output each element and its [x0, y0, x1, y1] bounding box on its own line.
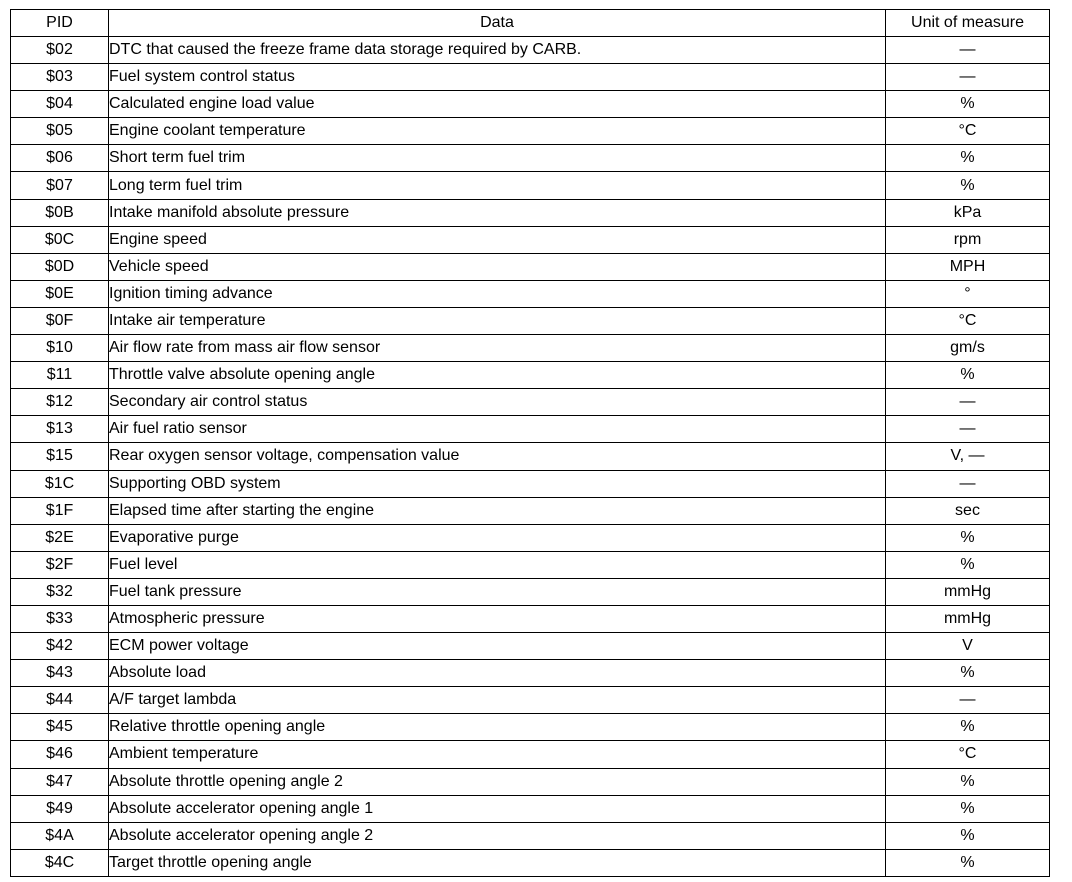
table-row	[11, 687, 1050, 714]
table-row	[11, 768, 1050, 795]
data-cell: Engine speed	[109, 226, 886, 253]
data-cell: ECM power voltage	[109, 633, 886, 660]
unit-cell: mmHg	[886, 578, 1050, 605]
table-row	[11, 199, 1050, 226]
data-cell: Absolute throttle opening angle 2	[109, 768, 886, 795]
table-row	[11, 741, 1050, 768]
data-cell: Intake manifold absolute pressure	[109, 199, 886, 226]
table-row	[11, 335, 1050, 362]
pid-cell: $49	[11, 795, 109, 822]
unit-cell: sec	[886, 497, 1050, 524]
unit-cell: MPH	[886, 253, 1050, 280]
pid-cell: $0B	[11, 199, 109, 226]
data-cell: Air fuel ratio sensor	[109, 416, 886, 443]
pid-cell: $43	[11, 660, 109, 687]
unit-cell: %	[886, 768, 1050, 795]
pid-cell: $13	[11, 416, 109, 443]
header-data: Data	[109, 10, 886, 37]
data-cell: Calculated engine load value	[109, 91, 886, 118]
table-row	[11, 714, 1050, 741]
unit-cell: %	[886, 660, 1050, 687]
table-row	[11, 551, 1050, 578]
pid-cell: $32	[11, 578, 109, 605]
table-row	[11, 307, 1050, 334]
pid-cell: $11	[11, 362, 109, 389]
unit-cell: %	[886, 822, 1050, 849]
data-cell: Target throttle opening angle	[109, 849, 886, 876]
unit-cell: °C	[886, 741, 1050, 768]
data-cell: Vehicle speed	[109, 253, 886, 280]
pid-cell: $0C	[11, 226, 109, 253]
unit-cell: —	[886, 470, 1050, 497]
pid-cell: $4A	[11, 822, 109, 849]
table-row	[11, 389, 1050, 416]
table-row	[11, 145, 1050, 172]
pid-cell: $45	[11, 714, 109, 741]
pid-cell: $06	[11, 145, 109, 172]
pid-table	[10, 9, 1050, 877]
data-cell: Engine coolant temperature	[109, 118, 886, 145]
table-body	[11, 37, 1050, 877]
table-row	[11, 470, 1050, 497]
table-row	[11, 172, 1050, 199]
pid-cell: $0E	[11, 280, 109, 307]
unit-cell: %	[886, 172, 1050, 199]
unit-cell: —	[886, 687, 1050, 714]
table-row	[11, 822, 1050, 849]
unit-cell: V	[886, 633, 1050, 660]
unit-cell: %	[886, 362, 1050, 389]
pid-cell: $42	[11, 633, 109, 660]
header-row	[11, 10, 1050, 37]
unit-cell: —	[886, 37, 1050, 64]
pid-cell: $03	[11, 64, 109, 91]
table-row	[11, 253, 1050, 280]
data-cell: Fuel level	[109, 551, 886, 578]
unit-cell: %	[886, 795, 1050, 822]
pid-cell: $2E	[11, 524, 109, 551]
data-cell: Fuel system control status	[109, 64, 886, 91]
data-cell: Elapsed time after starting the engine	[109, 497, 886, 524]
unit-cell: —	[886, 389, 1050, 416]
header-unit: Unit of measure	[886, 10, 1050, 37]
table-row	[11, 660, 1050, 687]
pid-cell: $15	[11, 443, 109, 470]
data-cell: Absolute load	[109, 660, 886, 687]
data-cell: Air flow rate from mass air flow sensor	[109, 335, 886, 362]
data-cell: Relative throttle opening angle	[109, 714, 886, 741]
unit-cell: °	[886, 280, 1050, 307]
unit-cell: gm/s	[886, 335, 1050, 362]
data-cell: DTC that caused the freeze frame data storage required by CARB.	[109, 37, 886, 64]
pid-cell: $44	[11, 687, 109, 714]
unit-cell: %	[886, 551, 1050, 578]
table-row	[11, 795, 1050, 822]
pid-cell: $46	[11, 741, 109, 768]
table-row	[11, 443, 1050, 470]
pid-cell: $12	[11, 389, 109, 416]
data-cell: Secondary air control status	[109, 389, 886, 416]
table-row	[11, 37, 1050, 64]
pid-cell: $0D	[11, 253, 109, 280]
table-row	[11, 633, 1050, 660]
unit-cell: %	[886, 849, 1050, 876]
data-cell: Supporting OBD system	[109, 470, 886, 497]
table-row	[11, 605, 1050, 632]
unit-cell: V, —	[886, 443, 1050, 470]
pid-cell: $1F	[11, 497, 109, 524]
data-cell: Throttle valve absolute opening angle	[109, 362, 886, 389]
data-cell: Absolute accelerator opening angle 2	[109, 822, 886, 849]
table-header	[11, 10, 1050, 37]
unit-cell: rpm	[886, 226, 1050, 253]
pid-cell: $07	[11, 172, 109, 199]
unit-cell: %	[886, 145, 1050, 172]
pid-cell: $47	[11, 768, 109, 795]
pid-cell: $4C	[11, 849, 109, 876]
table-row	[11, 118, 1050, 145]
table-row	[11, 91, 1050, 118]
pid-cell: $10	[11, 335, 109, 362]
pid-cell: $0F	[11, 307, 109, 334]
pid-cell: $33	[11, 605, 109, 632]
unit-cell: %	[886, 524, 1050, 551]
unit-cell: %	[886, 91, 1050, 118]
table-row	[11, 226, 1050, 253]
data-cell: Long term fuel trim	[109, 172, 886, 199]
table-row	[11, 280, 1050, 307]
table-row	[11, 497, 1050, 524]
pid-cell: $05	[11, 118, 109, 145]
unit-cell: kPa	[886, 199, 1050, 226]
unit-cell: —	[886, 416, 1050, 443]
data-cell: Intake air temperature	[109, 307, 886, 334]
data-cell: Rear oxygen sensor voltage, compensation value	[109, 443, 886, 470]
unit-cell: °C	[886, 118, 1050, 145]
data-cell: Fuel tank pressure	[109, 578, 886, 605]
data-cell: Ignition timing advance	[109, 280, 886, 307]
data-cell: Evaporative purge	[109, 524, 886, 551]
unit-cell: mmHg	[886, 605, 1050, 632]
unit-cell: °C	[886, 307, 1050, 334]
table-row	[11, 64, 1050, 91]
table-row	[11, 362, 1050, 389]
data-cell: Ambient temperature	[109, 741, 886, 768]
header-pid: PID	[11, 10, 109, 37]
table-row	[11, 524, 1050, 551]
unit-cell: %	[886, 714, 1050, 741]
data-cell: Absolute accelerator opening angle 1	[109, 795, 886, 822]
data-cell: Short term fuel trim	[109, 145, 886, 172]
pid-cell: $04	[11, 91, 109, 118]
pid-cell: $2F	[11, 551, 109, 578]
data-cell: A/F target lambda	[109, 687, 886, 714]
table-row	[11, 849, 1050, 876]
unit-cell: —	[886, 64, 1050, 91]
data-cell: Atmospheric pressure	[109, 605, 886, 632]
pid-cell: $1C	[11, 470, 109, 497]
pid-cell: $02	[11, 37, 109, 64]
table-row	[11, 578, 1050, 605]
table-row	[11, 416, 1050, 443]
